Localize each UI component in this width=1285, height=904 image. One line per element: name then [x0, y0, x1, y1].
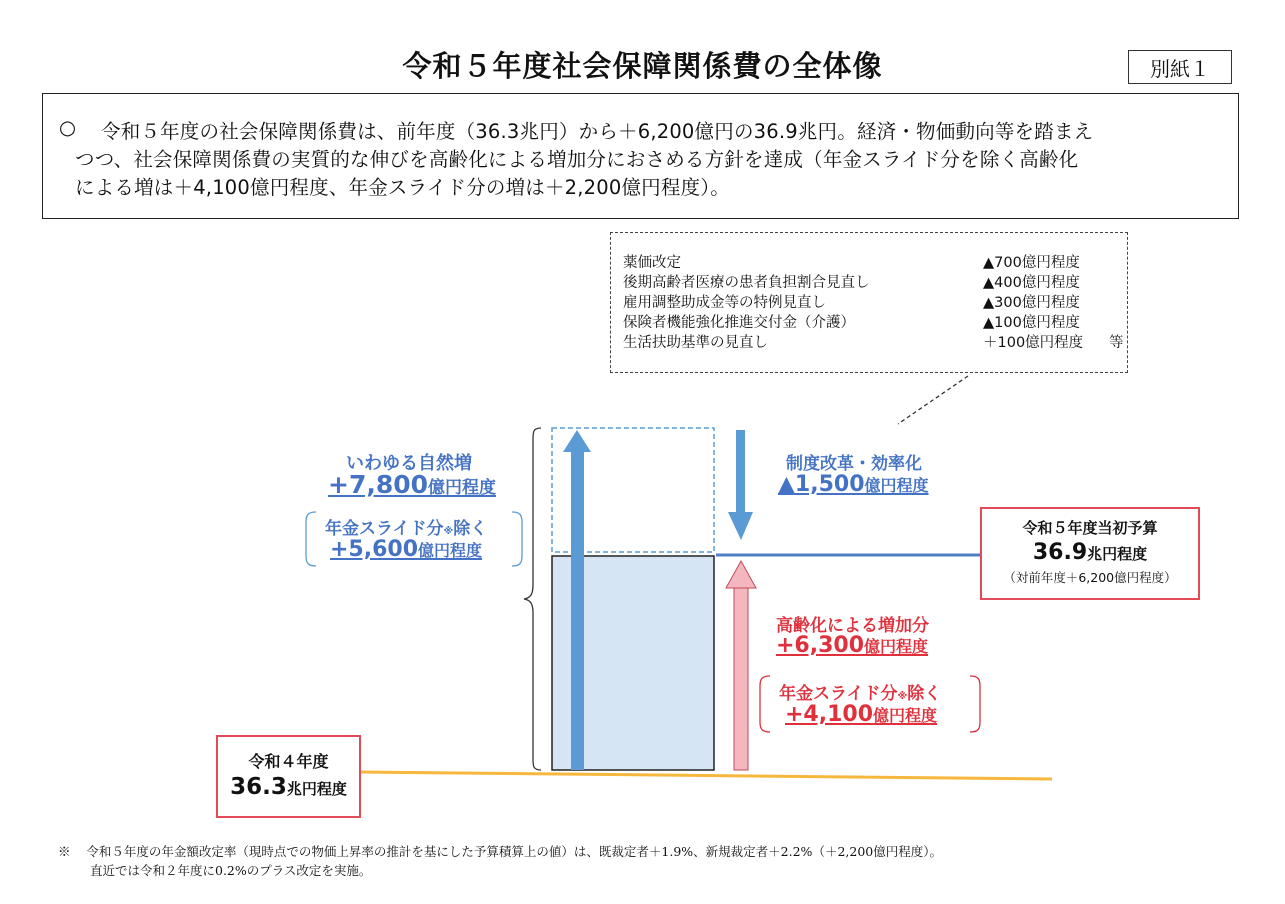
reform-detail-value: ▲700億円程度 [983, 255, 1080, 271]
aging-amount: +6,300億円程度 [776, 633, 929, 658]
footnote [58, 842, 942, 880]
reform-detail-label: 雇用調整助成金等の特例見直し [623, 295, 826, 311]
aging-excl-bracket-right [970, 676, 980, 732]
reform-detail-value: ▲300億円程度 [983, 295, 1080, 311]
aging-arrow-icon [726, 561, 756, 588]
reform-detail-value: ＋100億円程度 [983, 335, 1084, 351]
brace-left [524, 428, 541, 770]
fy2023-amount: 36.9兆円程度 [1032, 540, 1148, 565]
natural-excl-bracket-right [512, 512, 522, 566]
reform-amount: ▲1,500億円程度 [778, 472, 929, 497]
fy2023-budget-box [980, 507, 1200, 600]
reform-detail-suffix: 等 [1109, 335, 1124, 351]
reform-heading: 制度改革・効率化 [786, 454, 922, 474]
reform-detail-value: ▲400億円程度 [983, 275, 1080, 291]
reform-detail-value: ▲100億円程度 [983, 315, 1080, 331]
reform-detail-label: 薬価改定 [623, 255, 681, 271]
aging-heading: 高齢化による増加分 [776, 616, 929, 636]
footnote-line-2: 直近では令和２年度に0.2%のプラス改定を実施。 [90, 863, 372, 878]
fy2022-label: 令和４年度 [248, 752, 329, 771]
aging-excl-bracket-left [760, 676, 770, 732]
attachment-badge: 別紙１ [1128, 50, 1232, 84]
details-connector-line [898, 376, 968, 424]
reform-detail-label: 生活扶助基準の見直し [623, 335, 768, 351]
fy2023-sub: （対前年度＋6,200億円程度） [1003, 570, 1177, 585]
summary-line-2: つつ、社会保障関係費の実質的な伸びを高齢化による増加分におさめる方針を達成（年金スライド分を除く高齢化 [75, 148, 1079, 171]
aging-excl-amount: +4,100億円程度 [785, 702, 938, 727]
aging-arrow-shaft [734, 586, 748, 770]
aging-excl-label: 年金スライド分※除く [779, 684, 942, 704]
footnote-line-1: ※ 令和５年度の年金額改定率（現時点での物価上昇率の推計を基にした予算積算上の値）は、既裁定者＋1.9%、新規裁定者＋2.2%（＋2,200億円程度）。 [58, 844, 942, 859]
fy2022-amount: 36.3兆円程度 [230, 774, 347, 800]
natural-increase-heading: いわゆる自然増 [346, 453, 472, 474]
summary-bullet: ○ [59, 116, 77, 139]
reform-arrow-shaft [736, 430, 745, 514]
reform-arrow-icon [728, 512, 753, 540]
natural-increase-excl-label: 年金スライド分※除く [325, 519, 488, 539]
natural-increase-arrow-shaft [571, 448, 584, 770]
natural-increase-amount: +7,800億円程度 [328, 470, 497, 499]
summary-line-1: 令和５年度の社会保障関係費は、前年度（36.3兆円）から＋6,200億円の36.9兆円。経済・物価動向等を踏まえ [101, 120, 1094, 143]
reform-detail-label: 保険者機能強化推進交付金（介護） [623, 315, 855, 331]
page-title: 令和５年度社会保障関係費の全体像 [402, 49, 883, 83]
natural-increase-arrow-icon [563, 430, 591, 452]
fy2022-box [216, 735, 361, 818]
reform-detail-label: 後期高齢者医療の患者負担割合見直し [623, 275, 870, 291]
summary-line-3: による増は＋4,100億円程度、年金スライド分の増は＋2,200億円程度）。 [75, 176, 730, 199]
natural-excl-bracket-left [306, 512, 316, 566]
fy2022-baseline [360, 772, 1052, 779]
natural-increase-excl-amount: +5,600億円程度 [330, 537, 483, 562]
fy2023-label: 令和５年度当初予算 [1022, 519, 1158, 537]
